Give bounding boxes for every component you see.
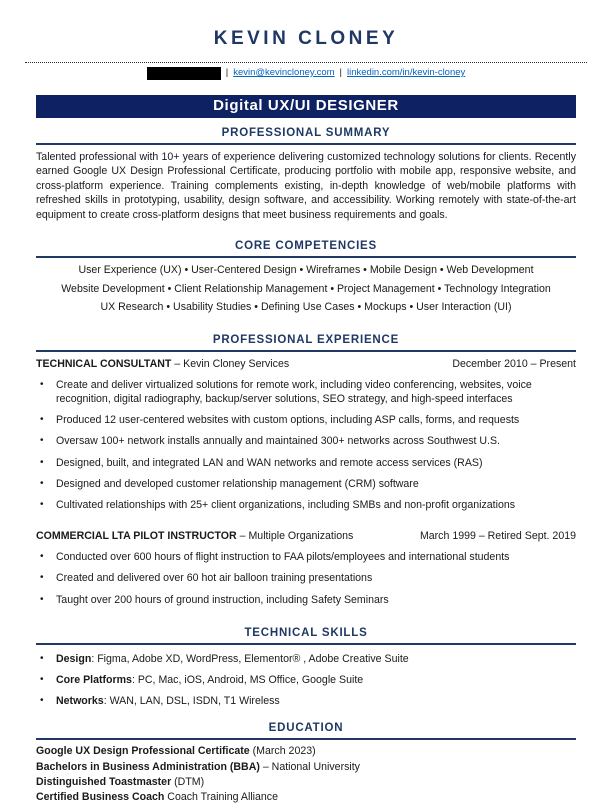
job-title-company [36,357,289,371]
job-header [36,357,576,371]
bullet-text: Conducted over 600 hours of flight instruction to FAA pilots/employees and international students [56,551,510,564]
education-detail: (DTM) [171,775,205,788]
job-bullet [36,434,576,448]
competency-line: UX Research • Usability Studies • Defining Use Cases • Mockups • User Interaction (UI) [100,301,512,314]
bullet-icon: • [40,477,44,489]
section-rule [36,738,576,740]
section-rule [36,350,576,352]
section-heading-experience: PROFESSIONAL EXPERIENCE [212,333,400,346]
education-credential: Distinguished Toastmaster [36,775,172,788]
skill-value: : Figma, Adobe XD, WordPress, Elementor® , Adobe Creative Suite [91,652,409,665]
job-dates: March 1999 – Retired Sept. 2019 [419,530,576,543]
job-company: – Multiple Organizations [239,530,354,543]
education-item [36,790,576,805]
education-credential: Certified Business Coach [36,791,165,804]
bullet-icon: • [40,674,44,686]
bullet-icon: • [40,378,44,390]
section-rule [36,256,576,258]
section-heading-skills: TECHNICAL SKILLS [244,626,368,639]
contact-separator: | [339,67,342,78]
email-link[interactable]: kevin@kevincloney.com [233,67,335,78]
redacted-phone-box [147,67,221,80]
section-heading-summary: PROFESSIONAL SUMMARY [221,127,391,139]
job-bullet [36,571,576,585]
contact-line [36,66,576,80]
bullet-icon: • [40,652,44,664]
education-detail: Coach Training Alliance [164,791,278,804]
job-title-company [36,529,353,543]
bullet-text: Taught over 200 hours of ground instruction, including Safety Seminars [56,593,389,606]
job-bullet [36,593,576,607]
linkedin-link[interactable]: linkedin.com/in/kevin-cloney [347,67,466,78]
job-bullet [36,477,576,491]
skill-bullet [36,652,576,666]
bullet-text: Designed and developed customer relationship management (CRM) software [56,477,419,490]
education-item [36,775,576,790]
skill-text [56,652,576,666]
education-detail: – National University [259,760,360,773]
section-heading-education: EDUCATION [268,722,344,735]
skill-value: : WAN, LAN, DSL, ISDN, T1 Wireless [103,695,280,708]
job-bullet [36,378,576,406]
job-title: TECHNICAL CONSULTANT [36,357,172,370]
education-detail: (March 2023) [249,745,316,758]
education-item [36,760,576,775]
section-rule [36,643,576,645]
job-bullet [36,498,576,512]
skill-label: Design [56,652,92,665]
bullet-icon: • [40,456,44,468]
bullet-icon: • [40,551,44,563]
job-bullet [36,413,576,427]
summary-paragraph: Talented professional with 10+ years of experience delivering customized technology solutions for clients. Recently earned Google UX Design Professional Certificate, producing portfolio with mobile app, responsive website, and cross-platform experience. Training complements existing, in-depth knowledge of web/mobile platforms with refreshed skills in prototyping, usability, design software, and accessibility. Working remotely with state-of-the-art equipment to create cross-platform designs that meet business requirements and goals. [36,151,576,221]
competencies-list [36,261,576,317]
bullet-text: Created and delivered over 60 hot air balloon training presentations [56,572,373,585]
skill-value: : PC, Mac, iOS, Android, MS Office, Google Suite [131,674,364,687]
skill-text [56,694,576,708]
skill-bullet [36,694,576,708]
section-rule [36,143,576,145]
bullet-icon: • [40,435,44,447]
education-item [36,744,576,759]
bullet-text: Cultivated relationships with 25+ client organizations, including SMBs and non-profit organizations [56,499,516,512]
bullet-text: Designed, built, and integrated LAN and WAN networks and remote access services (RAS) [56,456,483,469]
job-bullet [36,550,576,564]
job-title-banner: Digital UX/UI DESIGNER [36,95,576,118]
competency-line: Website Development • Client Relationship Management • Project Management • Technology Integration [61,282,551,295]
bullet-text: Create and deliver virtualized solutions for remote work, including video conferencing, websites, voice recognition, digital radiography, backup/server solutions, SEO strategy, and high-speed interfaces [56,378,532,406]
skill-bullet [36,673,576,687]
job-dates: December 2010 – Present [452,357,576,370]
bullet-icon: • [40,414,44,426]
education-credential: Bachelors in Business Administration (BBA) [36,760,260,773]
candidate-name: KEVIN CLONEY [213,28,399,49]
job-bullet [36,456,576,470]
education-credential: Google UX Design Professional Certificate [36,745,250,758]
bullet-icon: • [40,593,44,605]
section-heading-competencies: CORE COMPETENCIES [234,240,378,253]
bullet-icon: • [40,695,44,707]
skill-text [56,673,576,687]
job-header [36,529,576,543]
job-company: – Kevin Cloney Services [174,357,290,370]
bullet-icon: • [40,499,44,511]
job-title: COMMERCIAL LTA PILOT INSTRUCTOR [36,530,237,543]
competency-line: User Experience (UX) • User-Centered Design • Wireframes • Mobile Design • Web Development [78,264,534,277]
bullet-text: Oversaw 100+ network installs annually and maintained 300+ networks across Southwest U.S. [56,435,500,448]
contact-separator: | [225,67,229,78]
education-list [36,744,576,805]
bullet-text: Produced 12 user-centered websites with custom options, including ASP calls, forms, and requests [56,414,520,427]
skill-label: Networks [56,695,104,708]
dotted-divider [25,62,587,63]
skill-label: Core Platforms [56,674,132,687]
bullet-icon: • [40,572,44,584]
